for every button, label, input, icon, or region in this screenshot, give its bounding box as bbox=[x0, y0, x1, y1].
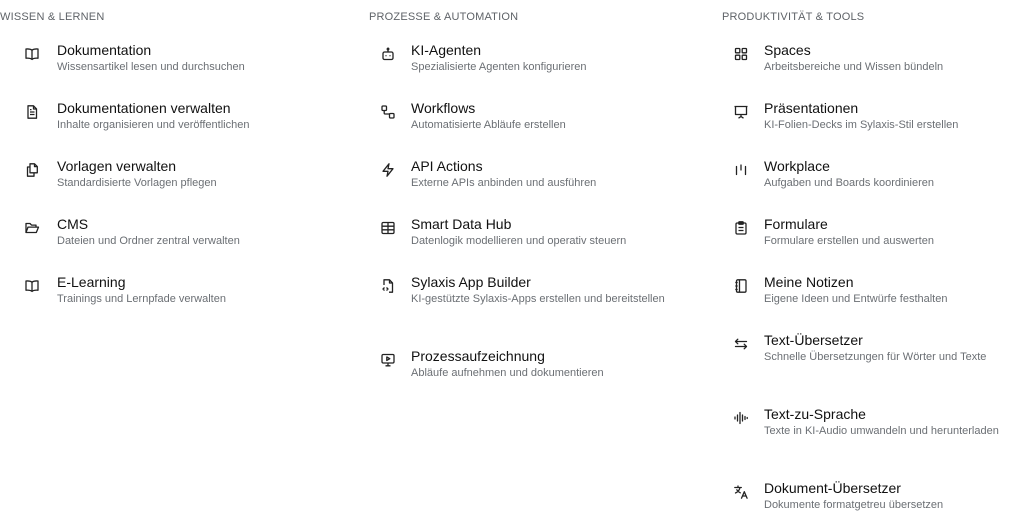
item-description: Trainings und Lernpfade verwalten bbox=[57, 293, 226, 305]
item-description: Schnelle Übersetzungen für Wörter und Texte bbox=[764, 351, 987, 363]
item-title: Dokumentation bbox=[57, 42, 152, 58]
item-title: Spaces bbox=[764, 42, 811, 58]
item-description: Aufgaben und Boards koordinieren bbox=[764, 177, 935, 189]
languages-icon bbox=[733, 484, 749, 500]
item-description: Texte in KI-Audio umwandeln und herunterladen bbox=[764, 425, 999, 437]
item-description: Externe APIs anbinden und ausführen bbox=[411, 177, 597, 189]
item-title: Vorlagen verwalten bbox=[57, 158, 177, 174]
item-title: Prozessaufzeichnung bbox=[411, 348, 545, 364]
item-description: Formulare erstellen und auswerten bbox=[764, 235, 934, 247]
item-title: Formulare bbox=[764, 216, 828, 232]
screen-record-icon bbox=[380, 352, 396, 368]
item-title: Text-zu-Sprache bbox=[764, 406, 866, 422]
item-description: Standardisierte Vorlagen pflegen bbox=[57, 177, 217, 189]
book-open-icon bbox=[24, 46, 40, 62]
item-title: Workflows bbox=[411, 100, 476, 116]
item-description: KI-gestützte Sylaxis-Apps erstellen und bereitstellen bbox=[411, 293, 665, 305]
item-description: KI-Folien-Decks im Sylaxis-Stil erstellen bbox=[764, 119, 959, 131]
book-open-icon bbox=[24, 278, 40, 294]
item-description: Eigene Ideen und Entwürfe festhalten bbox=[764, 293, 948, 305]
item-description: Spezialisierte Agenten konfigurieren bbox=[411, 61, 587, 73]
item-title: Sylaxis App Builder bbox=[411, 274, 531, 290]
item-title: E-Learning bbox=[57, 274, 126, 290]
layout-grid-icon bbox=[733, 46, 749, 62]
workflow-icon bbox=[380, 104, 396, 120]
clipboard-list-icon bbox=[733, 220, 749, 236]
item-title: Workplace bbox=[764, 158, 830, 174]
item-description: Dateien und Ordner zentral verwalten bbox=[57, 235, 240, 247]
arrow-left-right-icon bbox=[733, 336, 749, 352]
bot-icon bbox=[380, 46, 396, 62]
item-title: API Actions bbox=[411, 158, 483, 174]
item-description: Datenlogik modellieren und operativ steuern bbox=[411, 235, 627, 247]
copy-icon bbox=[24, 162, 40, 178]
file-code-icon bbox=[380, 278, 396, 294]
presentation-icon bbox=[733, 104, 749, 120]
item-description: Arbeitsbereiche und Wissen bündeln bbox=[764, 61, 944, 73]
file-text-icon bbox=[24, 104, 40, 120]
item-title: Dokument-Übersetzer bbox=[764, 480, 901, 496]
item-description: Dokumente formatgetreu übersetzen bbox=[764, 499, 944, 511]
column-title: WISSEN & LERNEN bbox=[0, 11, 105, 23]
item-description: Wissensartikel lesen und durchsuchen bbox=[57, 61, 245, 73]
item-title: Smart Data Hub bbox=[411, 216, 512, 232]
item-title: Meine Notizen bbox=[764, 274, 854, 290]
column-title: PRODUKTIVITÄT & TOOLS bbox=[722, 11, 865, 23]
zap-icon bbox=[380, 162, 396, 178]
column-title: PROZESSE & AUTOMATION bbox=[369, 11, 519, 23]
audio-lines-icon bbox=[733, 410, 749, 426]
item-title: Text-Übersetzer bbox=[764, 332, 863, 348]
item-title: CMS bbox=[57, 216, 89, 232]
kanban-icon bbox=[733, 162, 749, 178]
notebook-icon bbox=[733, 278, 749, 294]
item-title: KI-Agenten bbox=[411, 42, 482, 58]
item-description: Inhalte organisieren und veröffentlichen bbox=[57, 119, 250, 131]
item-description: Automatisierte Abläufe erstellen bbox=[411, 119, 566, 131]
item-description: Abläufe aufnehmen und dokumentieren bbox=[411, 367, 604, 379]
item-title: Dokumentationen verwalten bbox=[57, 100, 231, 116]
item-title: Präsentationen bbox=[764, 100, 859, 116]
folder-open-icon bbox=[24, 220, 40, 236]
table-icon bbox=[380, 220, 396, 236]
